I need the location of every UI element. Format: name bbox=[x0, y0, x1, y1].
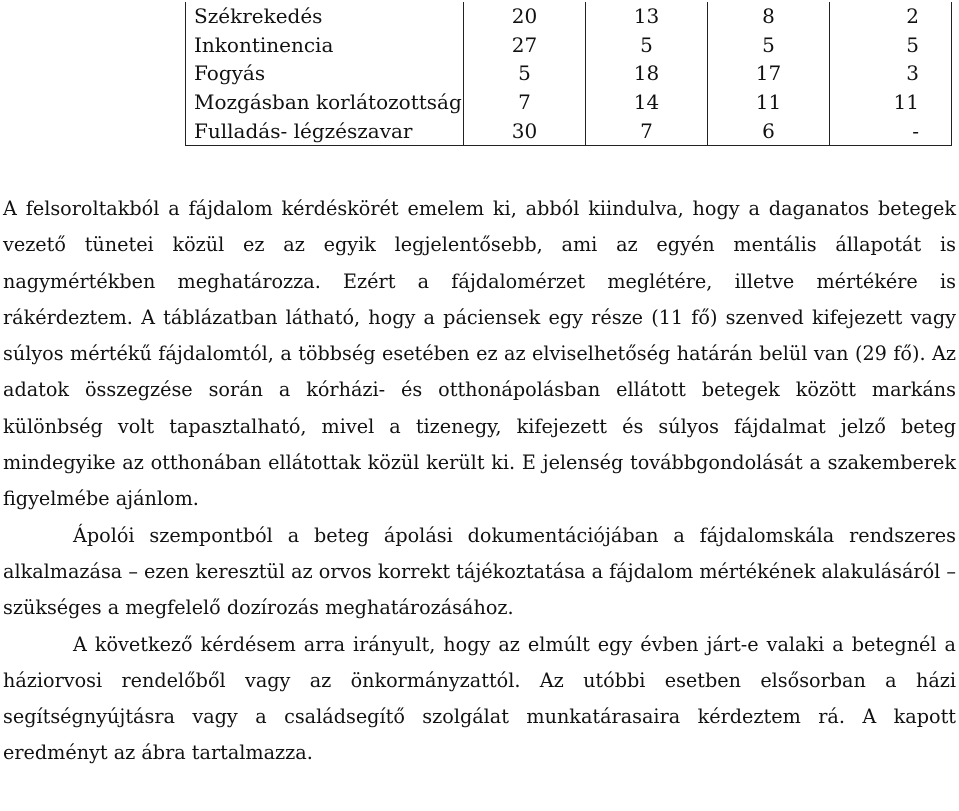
paragraph-pain: A felsoroltakból a fájdalom kérdéskörét emelem ki, abból kiindulva, hogy a daganatos betegek vezető tünetei közül ez az egyik legjelentősebb, ami az egyén mentális állapotát is nagymértékben meghatározza. Ezért a fájdalomérzet meglétére, illetve mértékére is rákérdeztem. A táblázatban látható, hogy a páciensek egy része (11 fő) szenved kifejezett vagy súlyos mértékű fájdalomtól, a többség esetében ez az elviselhetőség határán belül van (29 fő). Az adatok összegzése során a kórházi- és otthonápolásban ellátott betegek között markáns különbség volt tapasztalható, mivel a tizenegy, kifejezett és súlyos fájdalmat jelző beteg mindegyike az otthonában ellátottak közül került ki. E jelenség továbbgondolását a szakemberek figyelmébe ajánlom. bbox=[3, 197, 956, 511]
row-label: Fulladás- légzészavar bbox=[186, 116, 464, 145]
cell-value: 17 bbox=[708, 59, 830, 88]
cell-value: 8 bbox=[708, 2, 830, 31]
paragraph-visits: A következő kérdésem arra irányult, hogy az elmúlt egy évben járt-e valaki a betegnél a háziorvosi rendelőből vagy az önkormányzattól. Az utóbbi esetben elsősorban a házi segítségnyújtásra vagy a családsegítő szolgálat munkatárasaira kérdeztem rá. A kapott eredményt az ábra tartalmazza. bbox=[3, 632, 956, 765]
cell-value: 7 bbox=[464, 88, 586, 117]
cell-value: 27 bbox=[464, 31, 586, 60]
body-text bbox=[3, 191, 956, 772]
cell-value: 5 bbox=[830, 31, 952, 60]
cell-value: 11 bbox=[830, 88, 952, 117]
cell-value: 13 bbox=[586, 2, 708, 31]
cell-value: 5 bbox=[708, 31, 830, 60]
table-row bbox=[186, 116, 952, 145]
table-row bbox=[186, 59, 952, 88]
table-row bbox=[186, 2, 952, 31]
cell-value: 18 bbox=[586, 59, 708, 88]
cell-value: - bbox=[830, 116, 952, 145]
cell-value: 6 bbox=[708, 116, 830, 145]
table-row bbox=[186, 88, 952, 117]
cell-value: 20 bbox=[464, 2, 586, 31]
paragraph-nursing: Ápolói szempontból a beteg ápolási dokumentációjában a fájdalomskála rendszeres alkalmazása – ezen keresztül az orvos korrekt tájékoztatása a fájdalom mértékének alakulásáról – szükséges a megfelelő dozírozás meghatározásához. bbox=[3, 523, 956, 620]
symptom-table bbox=[185, 2, 952, 146]
cell-value: 5 bbox=[464, 59, 586, 88]
cell-value: 11 bbox=[708, 88, 830, 117]
cell-value: 7 bbox=[586, 116, 708, 145]
cell-value: 2 bbox=[830, 2, 952, 31]
row-label: Székrekedés bbox=[186, 2, 464, 31]
cell-value: 5 bbox=[586, 31, 708, 60]
cell-value: 3 bbox=[830, 59, 952, 88]
row-label: Fogyás bbox=[186, 59, 464, 88]
row-label: Mozgásban korlátozottság bbox=[186, 88, 464, 117]
cell-value: 30 bbox=[464, 116, 586, 145]
row-label: Inkontinencia bbox=[186, 31, 464, 60]
cell-value: 14 bbox=[586, 88, 708, 117]
table-row bbox=[186, 31, 952, 60]
